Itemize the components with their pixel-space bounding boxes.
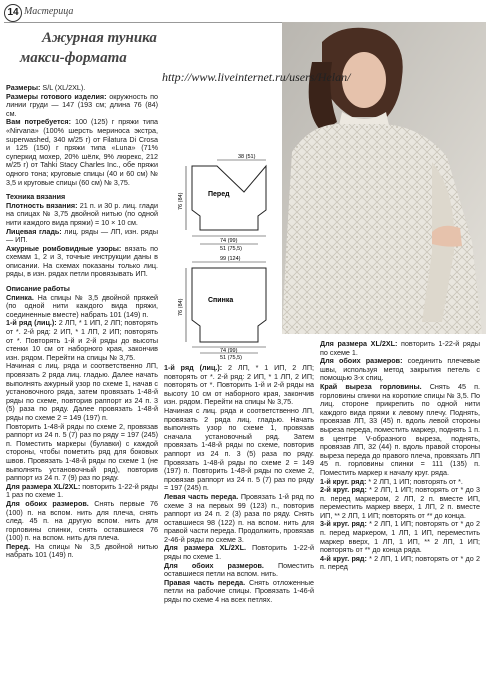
openwork-label: Ажурные ромбовидные узоры:: [6, 243, 122, 253]
front-top-dim: 38 (51): [238, 154, 256, 160]
technique-heading: Техника вязания: [6, 192, 66, 202]
materials-value: 100 (125) г пряжи типа «Nirvana» (100% шерсть мериноса экстра, superwashed, 340 м/25 г) от Filatura Di Crosa и 125 (150) г пряжи типа «Luna» (71% суперкид мохер, 20% шёлк, 9% люрекс, 212 м/25 г) от Tahki Stacy Charles Inc., обе пряжи одного тона; круговые спицы (40 и 60 см) № 3,5 и круговые спицы (60 см) № 3,75.: [6, 117, 158, 187]
col1-paragraph-1: Начиная с лиц. ряда и соответственно ЛП, провязать 2 ряда лиц. гладью. Далее начать выполнять ажурный узор по схеме 1, начав с установочного ряда, затем провязать 1-48-й ряды по схеме, повторив раппорт из 24 п. 3 (5) раза по ряду. Далее провязать 1-48-й ряды по схеме 2 = 149 (197) п.: [6, 361, 158, 422]
round-2-value: * 2 ЛП, 1 ИП; повторять от * до 3 п. перед маркером, 2 ЛП, 2 п. вместе ИП, переместить маркер вверх, 1 ЛП, 2 п. вместе ИП, ** 2 ЛП, 1 ИП; повторять от ** до конца.: [320, 485, 480, 520]
left-front-label: Левая часть переда.: [164, 491, 239, 501]
column-3: [320, 340, 480, 572]
front-height-dim: 76 (84): [178, 192, 184, 210]
col1-paragraph-2: Повторить 1-48-й ряды по схеме 2, провязав раппорт из 24 п. 5 (7) раз по ряду = 197 (245) п. Поместить маркеры (булавки) с каждой стороны, чтобы пометить ряд для боковых швов. Провязать 1-48-й ряды по схеме 1 (не выполнять установочный ряд), повторив раппорт из 24 п. 7 (9) раз по ряду.: [6, 421, 158, 483]
finished-value: окружность по линии груди — 147 (193 см; длина 76 (84) см.: [6, 91, 158, 118]
col3-size-a-value: повторить 1-22-й ряды по схеме 1.: [320, 339, 481, 357]
garment-schematic: [162, 150, 282, 360]
both-sizes-label: Для обоих размеров.: [6, 498, 89, 508]
both-sizes-value: Снять первые 76 (100) п. на вспом. нить для плеча, снять след. 45 п. на другую вспом. нить для горловины спинки, снять оставшиеся 76 (100) п. на вспом. нить для плеча.: [6, 498, 159, 543]
back-height-dim: 76 (84): [178, 298, 184, 316]
col3-both-value: соединить плечевые швы, используя метод закрытия петель с помощью 3-х спиц.: [320, 356, 480, 383]
col3-size-a-label: Для размера XL/2XL:: [320, 339, 398, 348]
back-top-dim: 99 (124): [220, 256, 241, 262]
front-piece-label: Перед: [208, 191, 230, 198]
column-1: [6, 84, 158, 560]
row1-label: 1-й ряд (лиц.):: [6, 318, 57, 328]
source-url[interactable]: http://www.liveinternet.ru/users/Helan/: [162, 70, 351, 84]
page-number: 14: [4, 4, 22, 22]
size-a-label: Для размера XL/2XL:: [6, 481, 81, 491]
back-piece-label: Спинка: [208, 297, 234, 304]
front-bottom-dim-1: 74 (99): [220, 238, 238, 244]
title-line-2: макси-формата: [20, 50, 127, 66]
front-label: Перед.: [6, 541, 31, 551]
right-front-label: Правая часть переда.: [164, 577, 246, 587]
front-value: На спицы № 3,5 двойной нитью набрать 101 (149) п.: [6, 541, 158, 560]
round-1-label: 1-й круг. ряд:: [320, 476, 367, 486]
column-2: [164, 364, 314, 605]
neckline-label: Край выреза горловины.: [320, 381, 422, 391]
front-schematic: [178, 154, 266, 252]
col2-both-label: Для обоих размеров.: [164, 560, 264, 570]
round-4-value: * 2 ЛП, 1 ИП; повторять от * до 2 п. перед: [320, 553, 480, 572]
density-label: Плотность вязания:: [6, 200, 78, 210]
model-photo-illustration: [282, 22, 486, 334]
col3-both-label: Для обоих размеров:: [320, 356, 403, 366]
back-label: Спинка.: [6, 292, 34, 302]
density-value: 21 п. и 30 р. лиц. глади на спицах № 3,75 двойной нитью (по одной нити каждого вида пряжи) = 10 × 10 см.: [6, 200, 159, 227]
magazine-brand: Мастерица: [24, 6, 74, 17]
front-bottom-dim-2: 51 (75,5): [220, 246, 243, 252]
back-schematic: [178, 256, 266, 360]
stockinette-value: лиц. ряды — ЛП, изн. ряды — ИП.: [6, 226, 158, 245]
col2-row1-label: 1-й ряд (лиц.):: [164, 363, 223, 372]
sizes-value: S/L (XL/2XL).: [40, 83, 86, 92]
back-bottom-dim-1: 74 (99): [220, 348, 238, 354]
openwork-value: вязать по схемам 1, 2 и 3, точные инструкции даны в описании. На схемах показаны только лиц. ряды, в изн. рядах петли провязывать ИП.: [6, 243, 158, 279]
round-1-value: * 2 ЛП, 1 ИП; повторять от *.: [366, 476, 463, 486]
stockinette-label: Лицевая гладь:: [6, 226, 62, 236]
right-front-value: Снять отложенные петли на рабочие спицы. Провязать 1-46-й ряды по схеме 4 на всех петлях.: [164, 577, 315, 605]
round-4-label: 4-й круг. ряд:: [320, 553, 367, 563]
sizes-label: Размеры:: [6, 83, 41, 92]
left-front-value: Провязать 1-й ряд по схеме 3 на первых 99 (123) п., повторив раппорт из 24 п. 2 (3) раза по ряду. Снять оставшиеся 98 (122) п. на вспом. нить для правой части переда. Продолжить, провязав 2-46-й ряды по схеме 3.: [164, 491, 314, 544]
back-value: На спицы № 3,5 двойной пряжей (по одной нити каждого вида пряжи, соединенные вместе) набрать 101 (149) п.: [6, 292, 158, 319]
materials-label: Вам потребуется:: [6, 117, 72, 127]
neckline-value: Снять 45 п. горловины спинки на короткие спицы № 3,5. По лиц. стороне прикрепить по одной нити каждого вида пряжи к левому плечу. Поднять, провязав ЛП, 33 (45) п. вдоль левой стороны выреза переда, поместить маркер, поднять 1 п. в центре V-образного выреза, поднять, провязав ЛП, 32 (44) п. вдоль правой стороны выреза переда до правого плеча, провязать ЛП 45 п. горловины спинки = 111 (135) п. Поместить маркер к началу круг. ряда.: [320, 381, 480, 477]
col2-size-a-value: Повторить 1-22-й ряды по схеме 1.: [164, 543, 314, 562]
round-3-value: * 2 ЛП, 1 ИП; повторять от * до 2 п. перед маркером, 1 ЛП, 1 ИП, переместить маркер вверх, 1 ЛП, 1 ИП, ** 2 ЛП, 1 ИП; повторять от ** до конца ряда.: [320, 519, 480, 555]
col2-size-a-label: Для размера XL/2XL.: [164, 543, 246, 553]
col2-paragraph-1: Начиная с лиц. ряда и соответственно ЛП, провязать 2 ряда лиц. гладью. Начать выполнять узор по схеме 1, провязав сначала установочный ряд. Затем провязать 1-48-й ряды по схеме, повторив раппорт из 24 п. 3 (5) раза по ряду. Провязать 1-48-й ряды по схеме 2 = 149 (197) п. Повторить 1-48-й ряды по схеме 2, провязав раппорт из 24 п. 5 (7) раз по ряду = 197 (245) п.: [164, 405, 314, 493]
col2-both-value: Поместить оставшиеся петли на вспом. нить.: [164, 560, 314, 579]
col2-row1-value: 2 ЛП, * 1 ИП, 2 ЛП; повторять от *. 2-й ряд: 2 ИП, * 1 ЛП, 2 ИП; повторять от *. Повторить 1-й и 2-й ряды на высоту 10 см от наборного края, закончив изн. рядом. Перейти на спицы № 3,75.: [164, 363, 315, 407]
finished-label: Размеры готового изделия:: [6, 91, 107, 101]
round-3-label: 3-й круг. ряд:: [320, 519, 367, 529]
row1-value: 2 ЛП, * 1 ИП, 2 ЛП; повторять от *. 2-й ряд: 2 ИП, * 1 ЛП, 2 ИП; повторять от *. Повторять 1-й и 2-й ряды до высоты стенки 10 см от наборного края, закончив изн. рядом. Перейти на спицы № 3,75.: [6, 318, 158, 362]
round-2-label: 2-й круг. ряд:: [320, 485, 367, 495]
title-line-1: Ажурная туника: [42, 30, 157, 46]
work-heading: Описание работы: [6, 284, 70, 294]
back-bottom-dim-2: 51 (75,5): [220, 355, 243, 360]
model-photo: [282, 22, 486, 334]
size-a-value: повторить 1-22-й ряды 1 раз по схеме 1.: [6, 481, 158, 500]
